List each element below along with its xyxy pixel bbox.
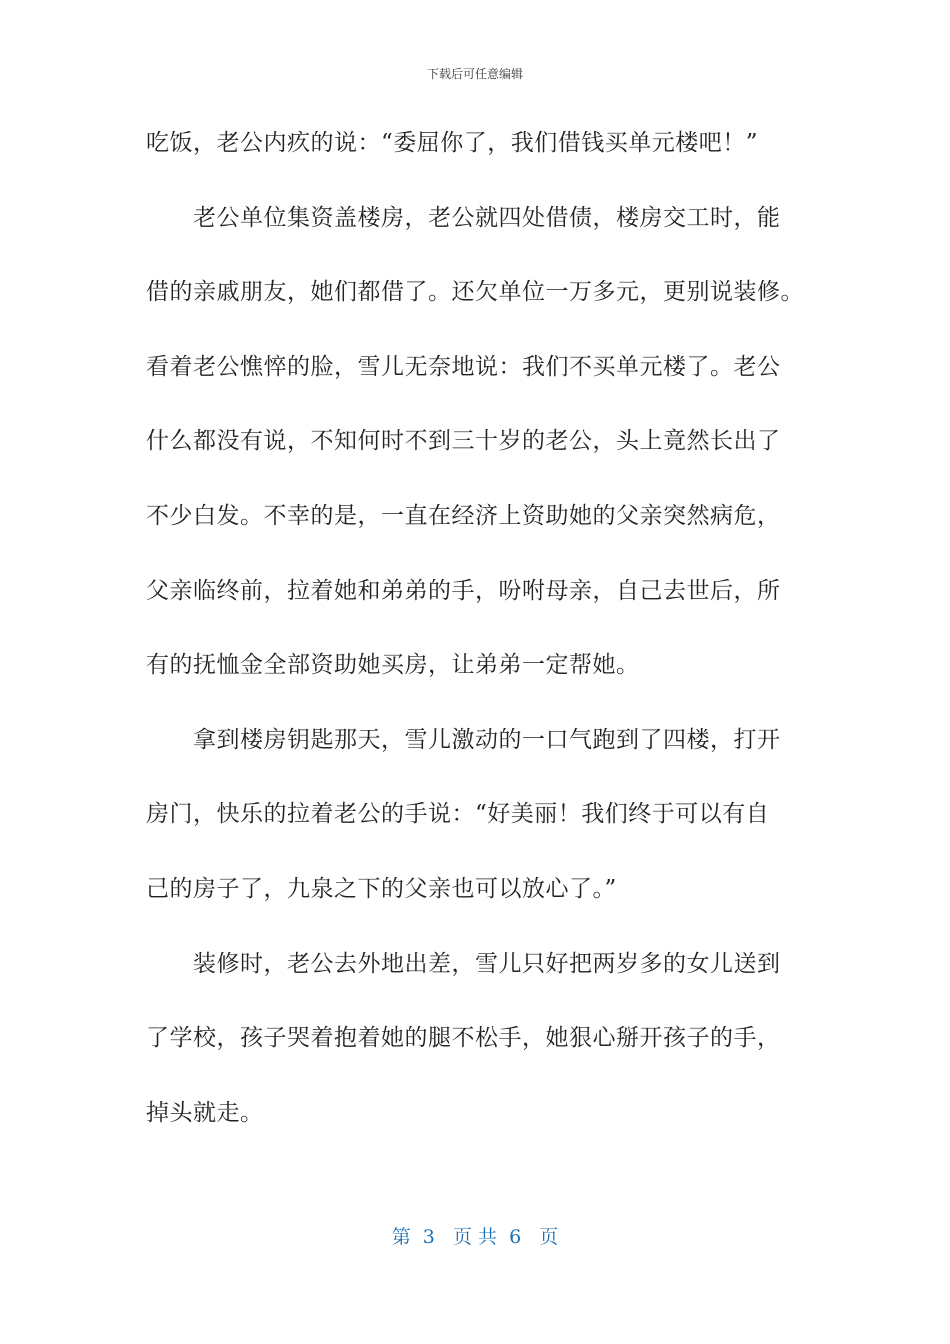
page-header: 下载后可任意编辑 <box>426 67 523 81</box>
text-line: 看着老公憔悴的脸，雪儿无奈地说：我们不买单元楼了。老公 <box>146 353 781 380</box>
text-line: 什么都没有说，不知何时不到三十岁的老公，头上竟然长出了 <box>146 428 781 455</box>
text-line: 父亲临终前，拉着她和弟弟的手，吩咐母亲，自己去世后，所 <box>146 577 781 604</box>
text-line: 房门，快乐的拉着老公的手说：“好美丽！我们终于可以有自 <box>146 801 770 828</box>
text-line: 拿到楼房钥匙那天，雪儿激动的一口气跑到了四楼，打开 <box>193 726 781 753</box>
text-line: 有的抚恤金全部资助她买房，让弟弟一定帮她。 <box>146 652 640 679</box>
text-line: 借的亲戚朋友，她们都借了。还欠单位一万多元，更别说装修。 <box>146 279 804 306</box>
text-line: 己的房子了，九泉之下的父亲也可以放心了。” <box>146 875 617 902</box>
text-line: 不少白发。不幸的是，一直在经济上资助她的父亲突然病危， <box>146 502 781 529</box>
text-line: 老公单位集资盖楼房，老公就四处借债，楼房交工时，能 <box>193 204 781 231</box>
document-body <box>146 120 806 1164</box>
text-line: 掉头就走。 <box>146 1099 264 1126</box>
text-line: 吃饭，老公内疚的说：“委屈你了，我们借钱买单元楼吧！” <box>146 130 759 156</box>
text-line: 装修时，老公去外地出差，雪儿只好把两岁多的女儿送到 <box>193 950 781 977</box>
page-number-footer: 第 3 页 共 6 页 <box>391 1226 559 1248</box>
text-line: 了学校，孩子哭着抱着她的腿不松手，她狠心掰开孩子的手， <box>146 1025 781 1052</box>
